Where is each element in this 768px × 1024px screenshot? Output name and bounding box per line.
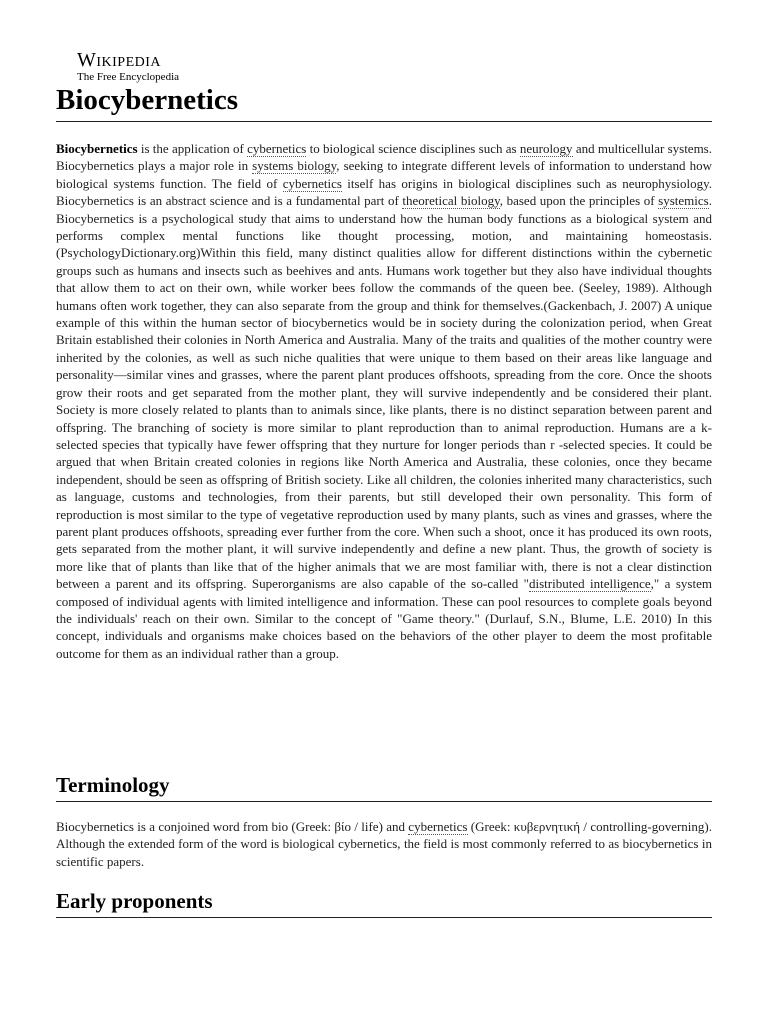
text-run: itself has origins in biological disciplines such as neurophysiology. Biocybernetics is an abstract science and is a fundamental part of bbox=[56, 175, 712, 209]
link-cybernetics-3[interactable]: cybernetics bbox=[408, 819, 468, 834]
text-run: is the application of bbox=[137, 141, 248, 156]
text-run: ," a system composed of individual agents with limited intelligence and information. These can pool resources to complete goals beyond the individuals' reach on their own. Similar to the concept of "Game theory." (Durlauf, S.N., Blume, L.E. 2010) In this concept, individuals and organisms make choices based on the behaviors of the other player to deem the most profitable outcome for them as an individual rather than a group. bbox=[56, 576, 712, 661]
text-run: and multicellular systems. Biocybernetics plays a major role in bbox=[56, 141, 712, 174]
text-run: , based upon the principles of bbox=[499, 193, 659, 209]
terminology-paragraph bbox=[56, 818, 712, 870]
lead-term: Biocybernetics bbox=[56, 141, 138, 156]
link-neurology[interactable]: neurology bbox=[519, 141, 573, 156]
link-cybernetics-2[interactable]: cybernetics bbox=[282, 175, 342, 191]
terminology-section bbox=[56, 818, 712, 870]
intro-paragraph bbox=[56, 140, 712, 662]
link-systems-biology[interactable]: systems biology bbox=[252, 158, 337, 174]
logo-tagline: The Free Encyclopedia bbox=[77, 71, 180, 83]
page-title: Biocybernetics bbox=[56, 84, 712, 122]
logo-wordmark: Wikipedia bbox=[77, 49, 162, 71]
text-run: Biocybernetics is a conjoined word from bio (Greek: βίο / life) and bbox=[56, 819, 409, 834]
text-run: . Biocybernetics is a psychological study that aims to understand how the human body functions as a biological system and performs complex mental functions like thought processing, motion, and maintaining homeostasis. (PsychologyDictionary.org)Within this field, many distinct qualities allow for different distinctions within the cybernetic groups such as humans and insects such as beehives and ants. Humans work together but they also have individual thoughts that allow them to act on their own, while worker bees follow the commands of the queen bee. (Seeley, 1989). Although humans often work together, they can also separate from the group and think for themselves.(Gackenbach, J. 2007) A unique example of this within the human sector of biocybernetics would be in society during the colonization period, when Great Britain established their colonies in North America and Australia. Many of the traits and qualities of the mother country were inherited by the colonies, as well as such niche qualities that were unique to them based on their areas like language and personality—similar vines and grasses, where the parent plant produces offshoots, spreading from the core. Once the shoots grow their roots and get separated from the mother plant, they will survive independently and be considered their plant. Society is more closely related to plants than to animals since, like plants, there is no distinct separation between parent and offspring. The branching of society is more similar to plant reproduction than to animal reproduction. Humans are a k- selected species that typically have fewer offspring that they nurture for longer periods than r -selected species. It could be argued that when Britain created colonies in regions like North America and Australia, these colonies, once they became independent, should be seen as offspring of British society. Like all children, the colonies inherited many characteristics, such as language, customs and technologies, from their parents, but still developed their own personality. This form of reproduction is most similar to the type of vegetative reproduction used by many plants, such as vines and grasses, where the parent plant produces offshoots, spreading ever further from the core. When such a shoot, once it has produced its own roots, gets separated from the mother plant, it will survive independently and define a new plant. Thus, the growth of society is more like that of plants than like that of the higher animals that we are most familiar with, there is not a clear distinction between a parent and its offspring. Superorganisms are also capable of the so-called " bbox=[56, 193, 712, 592]
wikipedia-logo[interactable] bbox=[77, 50, 179, 83]
text-run: to biological science disciplines such as bbox=[306, 141, 520, 156]
link-distributed-intelligence[interactable]: distributed intelligence bbox=[528, 576, 651, 592]
heading-terminology: Terminology bbox=[56, 773, 712, 802]
text-run: , seeking to integrate different levels of information to understand how biological systems function. The field of bbox=[56, 158, 712, 191]
link-cybernetics[interactable]: cybernetics bbox=[247, 141, 307, 156]
text-run: (Greek: κυβερνητική / controlling-governing). Although the extended form of the word is biological cybernetics, the field is most commonly referred to as biocybernetics in scientific papers. bbox=[56, 819, 712, 869]
link-systemics[interactable]: systemics bbox=[658, 193, 709, 209]
intro-section bbox=[56, 140, 712, 662]
heading-early-proponents: Early proponents bbox=[56, 889, 712, 918]
link-theoretical-biology[interactable]: theoretical biology bbox=[402, 193, 500, 209]
